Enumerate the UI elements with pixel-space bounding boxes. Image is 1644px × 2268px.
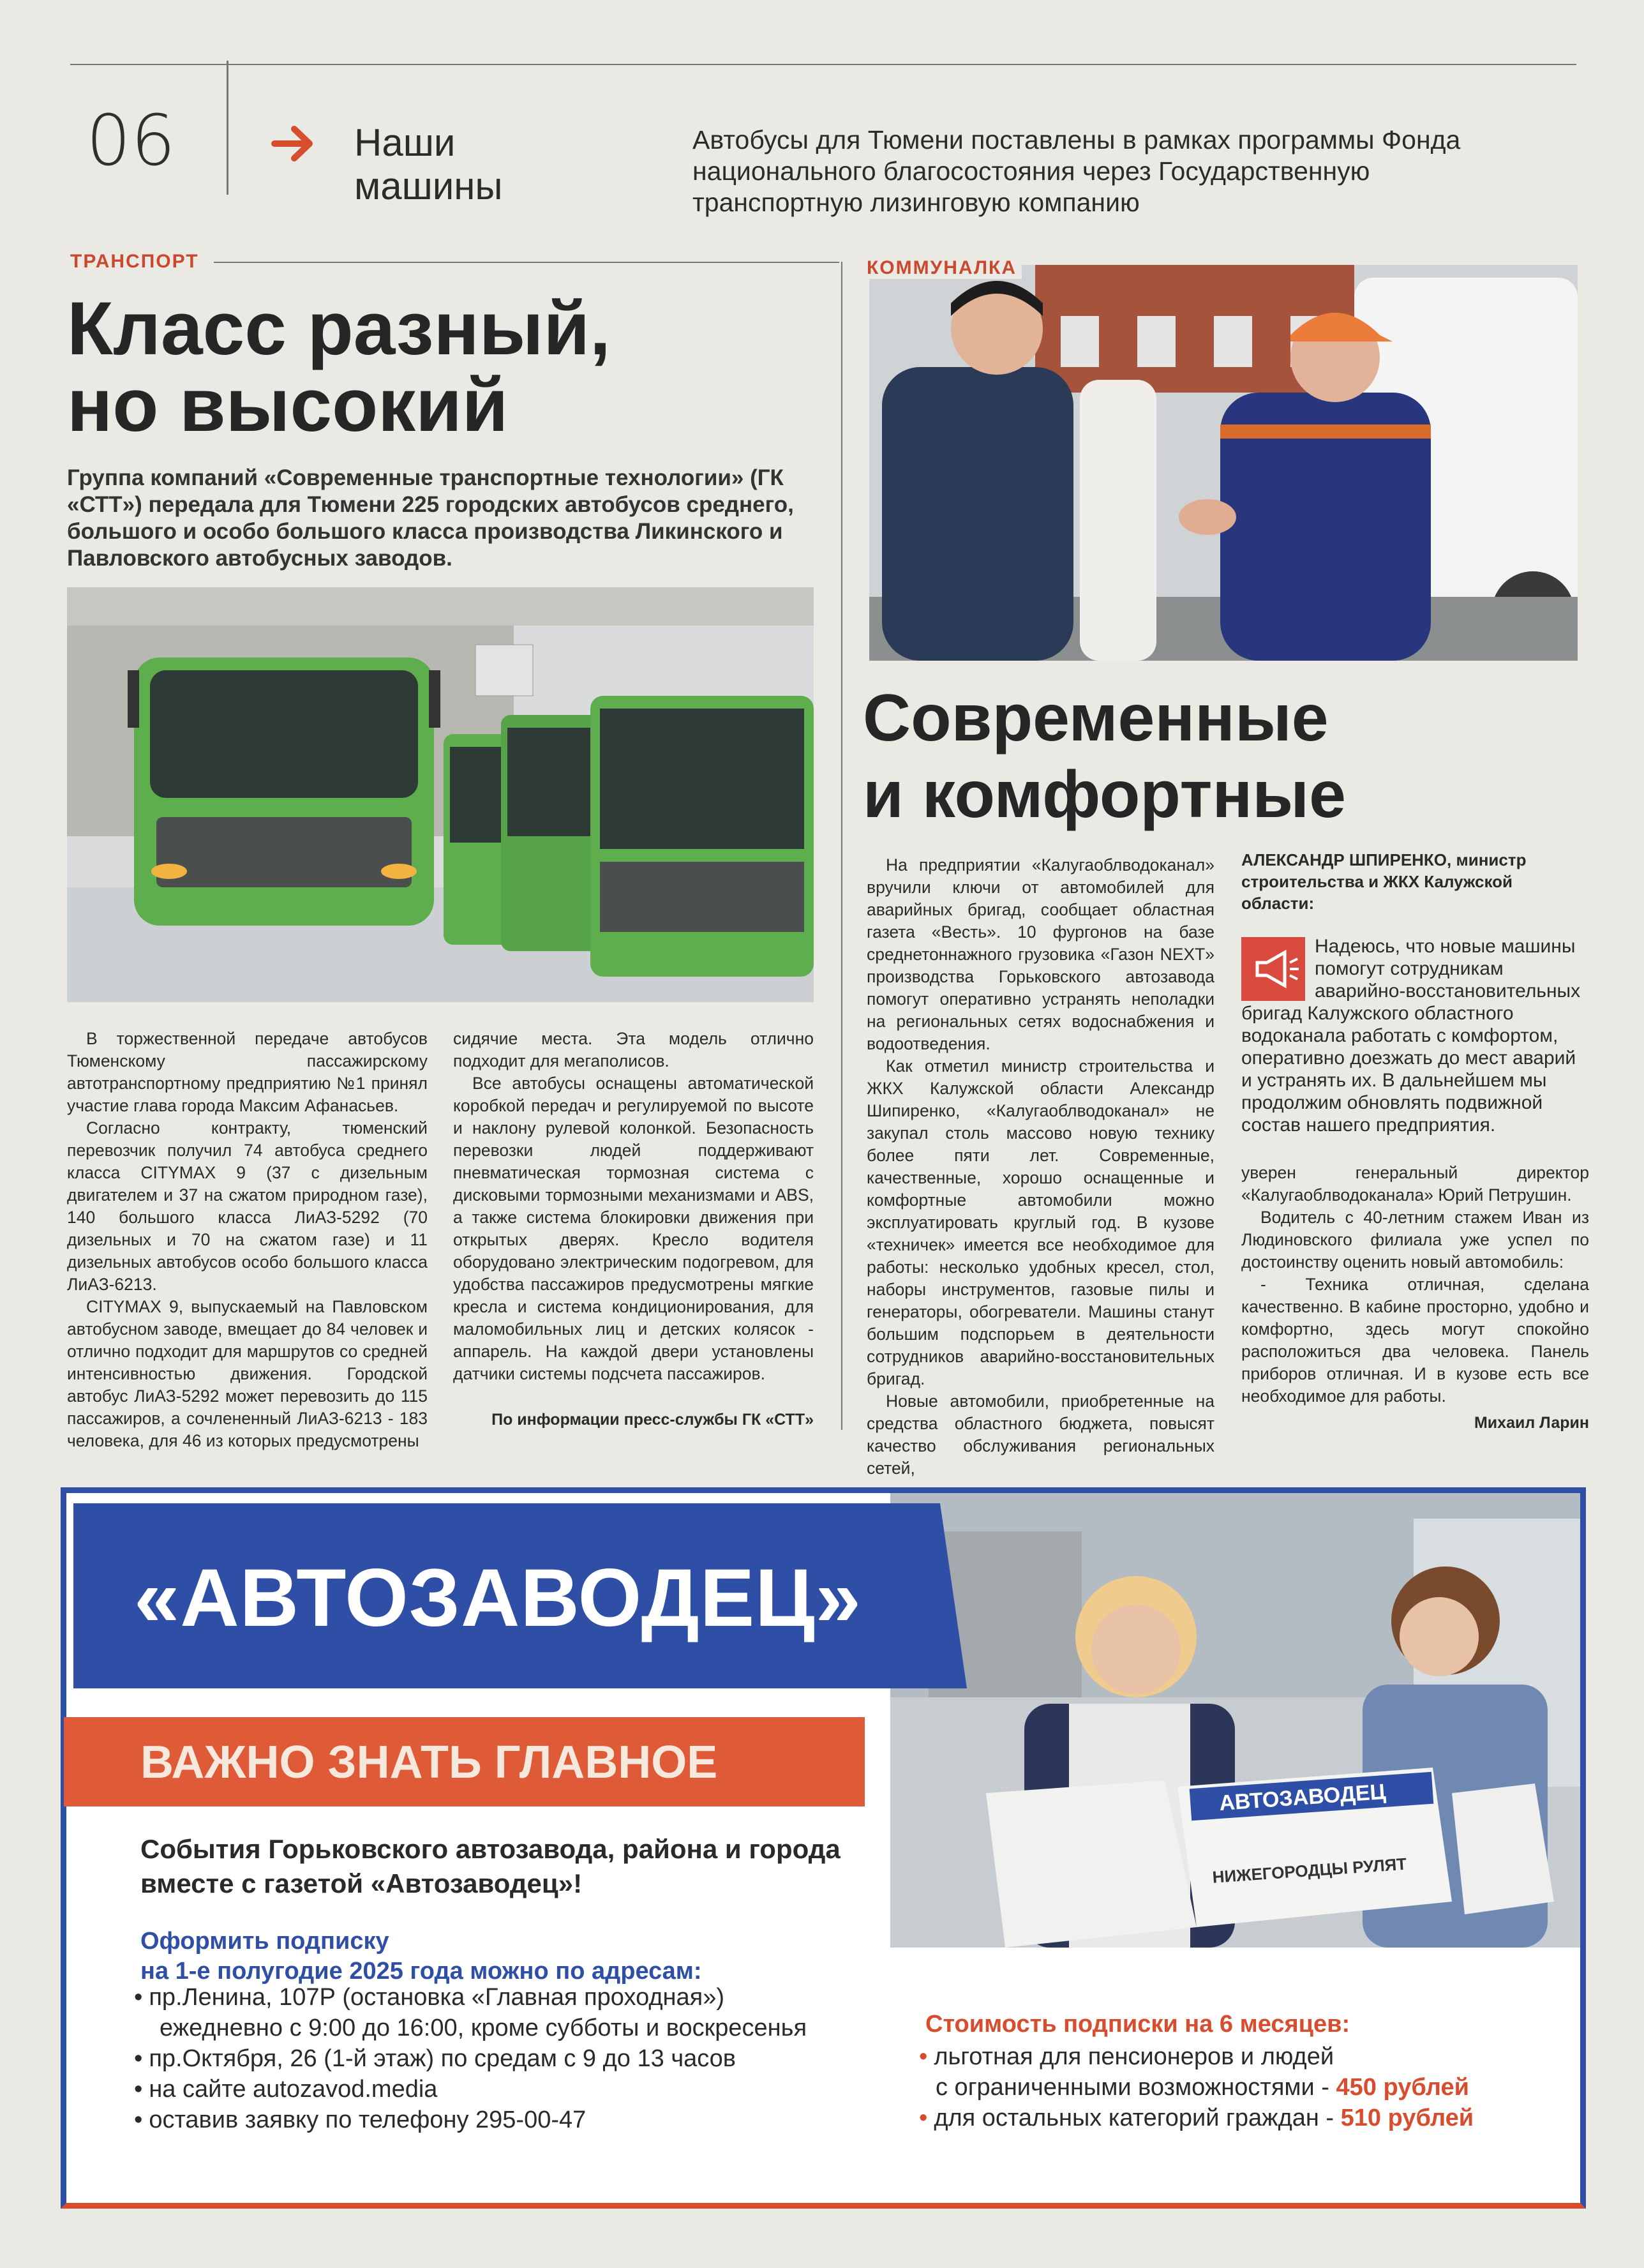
section-title-line2: машины [354,165,503,207]
article1-credit: По информации пресс-службы ГК «СТТ» [491,1411,814,1429]
address-item[interactable] [134,2074,807,2105]
bus-front [128,657,440,926]
handshake-photo [869,265,1578,661]
article2-headline-line1: Современные [863,681,1329,755]
quote-author: АЛЕКСАНДР ШПИРЕНКО, министр строительства и ЖКХ Калужской области: [1241,850,1527,913]
phone-text: оставив заявку по телефону 295-00-47 [149,2107,587,2133]
article2-col2 [1241,1162,1589,1408]
article2-headline [863,680,1597,833]
buses-photo [67,587,814,1002]
address-text: пр.Октября, 26 (1-й этаж) по средам с 9 до 13 часов [149,2045,736,2072]
article1-col2 [453,1028,814,1385]
article2-col1 [867,854,1214,1480]
address-item [134,1982,807,2043]
rubric-transport: ТРАНСПОРТ [70,251,199,272]
article1-headline-line1: Класс разный, [67,287,611,371]
section-title-line1: Наши [354,121,456,164]
quote-icon-spacer [1241,935,1315,1002]
price-item [919,2041,1474,2103]
price-list [919,2041,1474,2133]
article1-paragraph: Согласно контракту, тюменский перевозчик получил 74 автобуса среднего класса CITYMAX 9 (37 с дизельным двигателем и 37 на сжатом природном газе), 140 большого класса ЛиАЗ-5292 (70 дизельных и 70 на сжатом газе) и 11 дизельных автобусов особо большого класса ЛиАЗ-6213. [67,1118,428,1294]
article1-headline [67,287,801,447]
section-title [354,121,503,208]
quote-body: Надеюсь, что новые машины помогут сотрудникам аварийно-восстановительных бригад Калужского областного водоканала работать с комфортом, оперативно доезжать до мест аварий и устранять их. В дальнейшем мы продолжим обновлять подвижной состав нашего предприятия. [1241,936,1581,1136]
ad-subtitle: ВАЖНО ЗНАТЬ ГЛАВНОЕ [140,1737,718,1788]
price-label: с ограниченными возможностями - [936,2074,1329,2101]
ad-readers-photo [890,1493,1580,1948]
price-label: льготная для пенсионеров и людей [934,2043,1334,2070]
article1-paragraph: сидячие места. Эта модель отлично подходит для мегаполисов. [453,1029,814,1070]
quote-text [1241,935,1589,1136]
newspaper-headline: НИЖЕГОРОДЦЫ РУЛЯТ [1211,1854,1408,1887]
article2-paragraph: - Техника отличная, сделана качественно. В кабине просторно, удобно и комфортно, здесь могут спокойно расположиться два человека. Панель приборов отличная. И в кузове есть все необходимое для работы. [1241,1275,1589,1406]
ad-title: «АВТОЗАВОДЕЦ» [134,1552,862,1644]
column-divider [841,262,842,1430]
article2-paragraph: На предприятии «Калугаоблводоканал» вручили ключи от автомобилей для аварийных бригад, сообщает областная газета «Весть». 10 фургонов на базе среднетоннажного грузовика «Газон NEXT» производства Горьковского автозавода помогут оперативно устранять неполадки на региональных сетях водоснабжения и водоотведения. [867,855,1214,1053]
article1-paragraph: Все автобусы оснащены автоматической коробкой передач и регулируемой по высоте и наклону рулевой колонкой. Безопасность перевозки людей поддерживают пневматическая тормозная система с дисковыми тормозными механизмами и ABS, а также система блокировки движения при открытых дверях. Кресло водителя оборудовано электрическим подогревом, для удобства пассажиров предусмотрены мягкие кресла и система кондиционирования, для маломобильных лиц и детских колясок - аппарель. На каждой двери установлены датчики системы подсчета пассажиров. [453,1074,814,1383]
ad-subscribe-heading [140,1926,702,1986]
top-rule [70,64,1576,65]
article2-headline-line2: и комфортные [863,758,1346,832]
ad-address-list [134,1982,807,2135]
ad-subscribe-heading-line2: на 1-е полугодие 2025 года можно по адресам: [140,1958,702,1985]
newspaper-title: АВТОЗАВОДЕЦ [1218,1779,1387,1816]
rubric-communal: КОММУНАЛКА [867,257,1022,279]
ad-subscribe-heading-line1: Оформить подписку [140,1928,389,1955]
page-number: 06 [86,100,176,181]
price-heading: Стоимость подписки на 6 месяцев: [925,2011,1350,2038]
ad-lead: События Горьковского автозавода, района и города вместе с газетой «Автозаводец»! [140,1834,841,1898]
price-label: для остальных категорий граждан - [934,2105,1334,2131]
article2-paragraph: Новые автомобили, приобретенные на средства областного бюджета, повысят качество обслуживания региональных сетей, [867,1392,1214,1478]
article2-paragraph: уверен генеральный директор «Калугаоблводоканала» Юрий Петрушин. [1241,1163,1589,1205]
header-deck: Автобусы для Тюмени поставлены в рамках программы Фонда национального благосостояния через Государственную транспортную лизинговую компанию [692,125,1461,217]
address-item [134,2043,807,2074]
price-value: 450 рублей [1336,2074,1469,2101]
address-text: пр.Ленина, 107Р (остановка «Главная проходная») [149,1984,725,2011]
price-value: 510 рублей [1340,2105,1474,2131]
article1-paragraph: В торжественной передаче автобусов Тюменскому пассажирскому автотранспортному предприятию №1 принял участие глава города Максим Афанасьев. [67,1029,428,1115]
arrow-right-icon [271,121,316,166]
article1-lead: Группа компаний «Современные транспортные технологии» (ГК «СТТ») передала для Тюмени 225 городских автобусов среднего, большого и особо большого класса производства Ликинского и Павловского автобусных заводов. [67,465,794,571]
article1-col1 [67,1028,428,1452]
article2-paragraph: Как отметил министр строительства и ЖКХ Калужской области Александр Шипиренко, «Калугаоблводоканал» не закупал столь массово новую технику более пяти лет. Современные, качественные, хорошо оснащенные и комфортные автомобили можно эксплуатировать круглый год. В кузове «техничек» имеется все необходимое для работы: несколько удобных кресел, стол, наборы инструментов, газовые пилы и генераторы, обогреватели. Машины станут большим подспорьем в деятельности сотрудников аварийно-восстановительных бригад. [867,1056,1214,1388]
article1-headline-line2: но высокий [67,363,509,447]
rubric-rule [214,262,839,263]
price-item [919,2103,1474,2133]
address-note: ежедневно с 9:00 до 16:00, кроме субботы и воскресенья [160,2015,807,2041]
header-divider [227,61,228,195]
article2-author: Михаил Ларин [1474,1414,1589,1432]
address-item [134,2105,807,2135]
article1-paragraph: CITYMAX 9, выпускаемый на Павловском автобусном заводе, вмещает до 84 человек и отлично подходит для маршрутов со средней интенсивностью движения. Городской автобус ЛиАЗ-5292 может перевозить до 115 пассажиров, а сочлененный ЛиАЗ-6213 - 183 человека, для 46 из которых предусмотрены [67,1297,428,1450]
article2-paragraph: Водитель с 40-летним стажем Иван из Людиновского филиала уже успел по достоинству оценить новый автомобиль: [1241,1208,1589,1272]
website-link[interactable]: на сайте autozavod.media [149,2076,438,2103]
